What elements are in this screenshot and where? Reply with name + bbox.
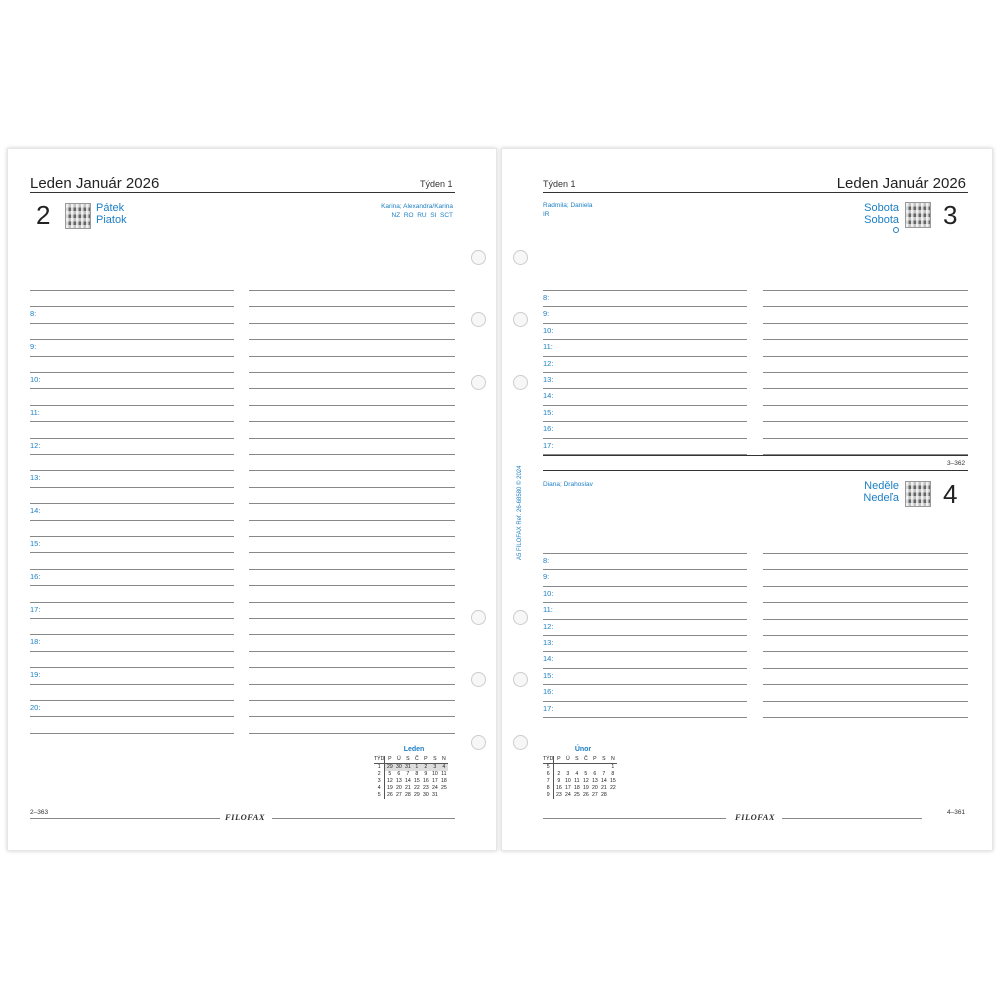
- qr-code-icon: [905, 202, 931, 228]
- hour-label: 15:: [30, 539, 41, 548]
- mini-calendar-day: 16: [422, 778, 429, 784]
- ruled-line: [249, 602, 455, 603]
- binder-hole: [471, 610, 486, 625]
- mini-calendar-day: 12: [582, 778, 589, 784]
- mini-calendar-day: 7: [602, 771, 606, 777]
- right-page: [501, 148, 993, 851]
- mini-calendar-week-row: [543, 785, 617, 792]
- mini-calendar-day: [554, 764, 564, 772]
- mini-calendar: [374, 756, 448, 799]
- mini-calendar-day: 6: [593, 771, 597, 777]
- mini-calendar-day: 7: [406, 771, 410, 777]
- ruled-line: [249, 716, 455, 717]
- day-number: 2: [36, 200, 51, 230]
- mini-calendar-day: [590, 764, 599, 772]
- footer-rule: [543, 818, 726, 819]
- mini-calendar-weekday: N: [439, 756, 448, 764]
- ruled-line: [30, 569, 234, 570]
- hour-label: 18:: [30, 637, 41, 647]
- mini-calendar-day: 26: [582, 792, 589, 798]
- ruled-line: [543, 619, 747, 620]
- mini-calendar-weekday: S: [599, 756, 608, 764]
- mini-calendar-day: 1: [611, 764, 615, 770]
- hour-label: 16:: [543, 687, 554, 697]
- mini-calendar-day: 10: [431, 771, 438, 777]
- mini-calendar-week-row: [374, 792, 448, 799]
- mini-calendar-day: 11: [441, 771, 447, 777]
- ruled-line: [30, 405, 234, 406]
- mini-calendar-day: 2: [421, 764, 430, 772]
- ruled-line: [249, 356, 455, 357]
- mini-calendar-day: 13: [591, 778, 598, 784]
- binder-hole: [471, 672, 486, 687]
- ruled-line: [763, 306, 968, 307]
- page-number: 2–363: [30, 809, 49, 816]
- ruled-line: [543, 569, 747, 570]
- mini-calendar-day: 12: [386, 778, 393, 784]
- ruled-line: [249, 372, 455, 373]
- moon-phase-icon: [893, 227, 899, 233]
- mini-calendar-week-row: [374, 785, 448, 792]
- ruled-line: [249, 684, 455, 685]
- mini-calendar-day: 19: [386, 785, 393, 791]
- mini-calendar-day: 17: [564, 785, 571, 791]
- ruled-line: [763, 339, 968, 340]
- ruled-line: [249, 421, 455, 422]
- binder-hole: [513, 610, 528, 625]
- ruled-line: [30, 372, 234, 373]
- mini-calendar-day: 25: [573, 792, 580, 798]
- ruled-line: [543, 356, 747, 357]
- mini-calendar-day: 14: [404, 778, 411, 784]
- week-label: Týden 1: [543, 179, 576, 189]
- ruled-line: [30, 651, 234, 652]
- ruled-line: [543, 290, 747, 291]
- ruled-line: [249, 667, 455, 668]
- mini-calendar-weekday: TÝD: [543, 756, 554, 762]
- ruled-line: [30, 290, 234, 291]
- mini-calendar-day: 24: [564, 792, 571, 798]
- hour-label: 8:: [543, 556, 550, 565]
- day-number: 3: [943, 200, 958, 230]
- ruled-line: [30, 388, 234, 389]
- mini-calendar-day: 14: [600, 778, 607, 784]
- mini-calendar-day: 18: [573, 785, 580, 791]
- page-number-saturday: 3–362: [947, 460, 966, 467]
- ruled-line: [30, 339, 234, 340]
- holiday-codes-saturday: IR: [543, 211, 550, 218]
- mini-calendar-day: 9: [557, 778, 561, 784]
- page-number: 4–361: [947, 809, 966, 816]
- mini-calendar-weekday: Ú: [563, 756, 572, 764]
- mini-calendar-day: 31: [404, 764, 411, 770]
- ruled-line: [30, 618, 234, 619]
- ruled-line: [543, 388, 747, 389]
- mini-calendar-header-row: [374, 756, 448, 764]
- ruled-line: [249, 388, 455, 389]
- mini-calendar-title: Únor: [574, 746, 592, 753]
- hour-label: 9:: [30, 342, 37, 352]
- ruled-line: [30, 536, 234, 537]
- ruled-line: [30, 733, 234, 734]
- hour-label: 16:: [543, 424, 554, 434]
- ruled-line: [543, 421, 747, 422]
- hour-label: 9:: [543, 572, 550, 582]
- mini-calendar-week-row: [543, 771, 617, 778]
- ruled-line: [543, 717, 747, 718]
- ruled-line: [30, 470, 234, 471]
- mini-calendar-day: 27: [395, 792, 402, 798]
- ruled-line: [30, 503, 234, 504]
- mini-calendar-weekday: P: [590, 756, 599, 764]
- ruled-line: [543, 306, 747, 307]
- mini-calendar-day: 19: [582, 785, 589, 791]
- ruled-line: [543, 586, 747, 587]
- ruled-line: [249, 323, 455, 324]
- hour-label: 13:: [543, 375, 554, 384]
- hour-label: 12:: [543, 621, 554, 631]
- ruled-line: [763, 438, 968, 439]
- spine-reference-text: A5 FILOFAX Ref. 26-68580 © 2024: [517, 465, 523, 560]
- ruled-line: [543, 372, 747, 373]
- ruled-line: [543, 684, 747, 685]
- filofax-logo: FILOFAX: [225, 812, 266, 822]
- holiday-code: NZ: [391, 212, 401, 219]
- mini-calendar-weekday: TÝD: [374, 756, 385, 762]
- ruled-line: [30, 438, 234, 439]
- mini-calendar-week-row: [374, 764, 448, 772]
- binder-hole: [513, 672, 528, 687]
- ruled-line: [763, 619, 968, 620]
- ruled-line: [30, 323, 234, 324]
- left-page: [7, 148, 497, 851]
- hour-label: 11:: [30, 407, 40, 417]
- mini-calendar-day: [439, 792, 448, 799]
- hour-label: 10:: [543, 325, 554, 335]
- day-name-sk: Nedeľa: [863, 492, 899, 504]
- day-name-cz: Pátek: [96, 202, 125, 214]
- page-title: Leden Január 2026: [30, 175, 160, 192]
- hour-label: 16:: [30, 571, 41, 581]
- mini-calendar-week-number: 1: [374, 764, 385, 772]
- mini-calendar-weekday: Ú: [394, 756, 403, 764]
- ruled-line: [249, 405, 455, 406]
- mini-calendar-day: 2: [557, 771, 561, 777]
- ruled-line: [30, 356, 234, 357]
- mini-calendar-week-number: 8: [543, 785, 554, 792]
- mini-calendar-day: 31: [431, 792, 438, 798]
- mini-calendar-day: 29: [413, 792, 420, 798]
- ruled-line: [30, 700, 234, 701]
- ruled-line: [249, 536, 455, 537]
- mini-calendar-day: 28: [600, 792, 607, 798]
- ruled-line: [30, 684, 234, 685]
- mini-calendar-day: 26: [386, 792, 393, 798]
- hour-label: 19:: [30, 670, 41, 680]
- day-name-sk: Sobota: [864, 214, 899, 226]
- ruled-line: [249, 306, 455, 307]
- ruled-line: [30, 716, 234, 717]
- mini-calendar-day: 20: [395, 785, 402, 791]
- ruled-line: [763, 372, 968, 373]
- mini-calendar-day: 10: [564, 778, 571, 784]
- mini-calendar-weekday: S: [572, 756, 581, 764]
- hour-label: 20:: [30, 703, 41, 712]
- mini-calendar-day: 3: [430, 764, 439, 772]
- binder-hole: [513, 735, 528, 750]
- mini-calendar-day: 23: [555, 792, 562, 798]
- hour-label: 9:: [543, 309, 550, 319]
- mini-calendar-day: 22: [413, 785, 420, 791]
- hour-label: 13:: [30, 473, 41, 483]
- hour-label: 14:: [543, 391, 554, 401]
- mini-calendar-day: 1: [412, 764, 421, 772]
- ruled-line: [249, 569, 455, 570]
- ruled-line: [763, 323, 968, 324]
- ruled-line: [543, 701, 747, 702]
- mini-calendar-day: 4: [439, 764, 448, 772]
- mini-calendar-weekday: N: [608, 756, 617, 764]
- mini-calendar-day: 24: [431, 785, 438, 791]
- mini-calendar-week-row: [543, 778, 617, 785]
- mini-calendar-day: 4: [575, 771, 579, 777]
- day-name-cz: Neděle: [864, 480, 899, 492]
- mini-calendar-week-row: [374, 778, 448, 785]
- ruled-line: [30, 306, 234, 307]
- binder-hole: [471, 375, 486, 390]
- hour-label: 8:: [543, 293, 550, 302]
- ruled-line: [763, 290, 968, 291]
- ruled-line: [249, 700, 455, 701]
- mini-calendar-day: [581, 764, 590, 772]
- ruled-line: [763, 356, 968, 357]
- day-divider: [543, 470, 968, 471]
- hour-label: 15:: [543, 407, 554, 417]
- page-title: Leden Január 2026: [836, 175, 966, 192]
- mini-calendar-day: 15: [609, 778, 616, 784]
- ruled-line: [249, 290, 455, 291]
- mini-calendar-day: 8: [415, 771, 419, 777]
- ruled-line: [543, 602, 747, 603]
- ruled-line: [543, 668, 747, 669]
- ruled-line: [249, 585, 455, 586]
- hour-label: 11:: [543, 342, 553, 352]
- mini-calendar-day: 11: [574, 778, 580, 784]
- mini-calendar-week-number: 5: [543, 764, 554, 772]
- filofax-logo: FILOFAX: [735, 812, 776, 822]
- qr-code-icon: [905, 481, 931, 507]
- ruled-line: [763, 388, 968, 389]
- mini-calendar-day: 20: [591, 785, 598, 791]
- holiday-codes: [392, 211, 453, 220]
- binder-hole: [513, 375, 528, 390]
- hour-label: 15:: [543, 670, 554, 680]
- ruled-line: [543, 323, 747, 324]
- mini-calendar-week-number: 5: [374, 792, 385, 799]
- footer-rule: [782, 818, 922, 819]
- binder-hole: [513, 250, 528, 265]
- hour-label: 10:: [30, 375, 41, 384]
- ruled-line: [249, 438, 455, 439]
- mini-calendar-day: 28: [404, 792, 411, 798]
- ruled-line: [249, 618, 455, 619]
- mini-calendar-week-row: [374, 771, 448, 778]
- mini-calendar-day: 6: [397, 771, 401, 777]
- ruled-line: [763, 635, 968, 636]
- ruled-line: [249, 339, 455, 340]
- mini-calendar-day: 25: [440, 785, 447, 791]
- ruled-line: [249, 487, 455, 488]
- ruled-line: [763, 701, 968, 702]
- mini-calendar-day: 9: [424, 771, 428, 777]
- ruled-line: [763, 569, 968, 570]
- mini-calendar-day: 8: [611, 771, 615, 777]
- ruled-line: [249, 454, 455, 455]
- mini-calendar-day: 21: [600, 785, 607, 791]
- hour-label: 17:: [30, 604, 41, 614]
- mini-calendar-weekday: S: [403, 756, 412, 764]
- ruled-line: [249, 733, 455, 734]
- mini-calendar-weekday: S: [430, 756, 439, 764]
- hour-label: 14:: [30, 506, 41, 516]
- mini-calendar-weekday: P: [385, 756, 395, 764]
- ruled-line: [249, 552, 455, 553]
- mini-calendar-week-row: [543, 764, 617, 772]
- namedays-sunday: Diana; Drahoslav: [543, 481, 593, 488]
- day-name-cz: Sobota: [864, 202, 899, 214]
- mini-calendar-day: [608, 792, 617, 799]
- namedays-saturday: Radmila; Daniela: [543, 202, 593, 209]
- hour-label: 12:: [543, 358, 554, 368]
- mini-calendar-week-number: 2: [374, 771, 385, 778]
- ruled-line: [30, 634, 234, 635]
- mini-calendar-day: [572, 764, 581, 772]
- mini-calendar-weekday: P: [421, 756, 430, 764]
- holiday-code: RO: [403, 212, 414, 219]
- mini-calendar-day: 22: [609, 785, 616, 791]
- mini-calendar-weekday: Č: [581, 756, 590, 764]
- ruled-line: [763, 586, 968, 587]
- ruled-line: [249, 520, 455, 521]
- ruled-line: [763, 684, 968, 685]
- mini-calendar-day: 15: [413, 778, 420, 784]
- holiday-code: SI: [430, 212, 437, 219]
- mini-calendar-header-row: [543, 756, 617, 764]
- ruled-line: [30, 585, 234, 586]
- hour-label: 13:: [543, 638, 554, 647]
- ruled-line: [763, 717, 968, 718]
- binder-hole: [513, 312, 528, 327]
- hour-label: 12:: [30, 440, 41, 450]
- ruled-line: [249, 634, 455, 635]
- mini-calendar-day: 13: [395, 778, 402, 784]
- mini-calendar-day: 29: [385, 764, 395, 772]
- ruled-line: [30, 520, 234, 521]
- mini-calendar-day: 30: [395, 764, 402, 770]
- qr-code-icon: [65, 203, 91, 229]
- ruled-line: [249, 651, 455, 652]
- holiday-code: RU: [417, 212, 427, 219]
- namedays: Karina; Alexandra/Karina: [381, 203, 453, 210]
- ruled-line: [249, 470, 455, 471]
- binder-hole: [471, 735, 486, 750]
- binder-hole: [471, 312, 486, 327]
- mini-calendar-weekday: Č: [412, 756, 421, 764]
- hour-label: 14:: [543, 654, 554, 664]
- mini-calendar-day: 5: [584, 771, 588, 777]
- ruled-line: [763, 651, 968, 652]
- ruled-line: [30, 421, 234, 422]
- mini-calendar-week-number: 9: [543, 792, 554, 799]
- mini-calendar-day: 3: [566, 771, 570, 777]
- ruled-line: [30, 487, 234, 488]
- mini-calendar-week-number: 6: [543, 771, 554, 778]
- ruled-line: [30, 602, 234, 603]
- mini-calendar-week-number: 4: [374, 785, 385, 792]
- ruled-line: [30, 454, 234, 455]
- mini-calendar-day: 30: [422, 792, 429, 798]
- mini-calendar-day: 21: [404, 785, 411, 791]
- hour-label: 11:: [543, 605, 553, 615]
- ruled-line: [543, 651, 747, 652]
- hour-label: 17:: [543, 703, 554, 713]
- mini-calendar-week-row: [543, 792, 617, 799]
- hour-label: 17:: [543, 440, 554, 450]
- mini-calendar-week-number: 7: [543, 778, 554, 785]
- ruled-line: [543, 438, 747, 439]
- ruled-line: [763, 553, 968, 554]
- ruled-line: [763, 405, 968, 406]
- ruled-line: [543, 339, 747, 340]
- title-rule: [30, 192, 455, 193]
- mini-calendar-day: [563, 764, 572, 772]
- mini-calendar-day: 23: [422, 785, 429, 791]
- ruled-line: [763, 602, 968, 603]
- ruled-line: [249, 503, 455, 504]
- mini-calendar-week-number: 3: [374, 778, 385, 785]
- mini-calendar-day: 18: [440, 778, 447, 784]
- ruled-line: [543, 405, 747, 406]
- mini-calendar: [543, 756, 617, 799]
- footer-rule: [272, 818, 455, 819]
- day-divider: [543, 455, 968, 456]
- ruled-line: [543, 635, 747, 636]
- week-label: Týden 1: [420, 179, 453, 189]
- ruled-line: [543, 553, 747, 554]
- day-name-sk: Piatok: [96, 214, 127, 226]
- mini-calendar-day: [599, 764, 608, 772]
- footer-rule: [30, 818, 220, 819]
- ruled-line: [763, 421, 968, 422]
- binder-hole: [471, 250, 486, 265]
- ruled-line: [30, 552, 234, 553]
- mini-calendar-day: 16: [555, 785, 562, 791]
- title-rule: [543, 192, 968, 193]
- hour-label: 8:: [30, 309, 37, 319]
- ruled-line: [30, 667, 234, 668]
- mini-calendar-day: 27: [591, 792, 598, 798]
- holiday-code: SCT: [440, 212, 453, 219]
- ruled-line: [763, 668, 968, 669]
- hour-label: 10:: [543, 588, 554, 598]
- mini-calendar-title: Leden: [403, 746, 425, 753]
- day-number: 4: [943, 479, 958, 509]
- mini-calendar-day: 5: [388, 771, 392, 777]
- mini-calendar-day: 17: [431, 778, 438, 784]
- mini-calendar-weekday: P: [554, 756, 564, 764]
